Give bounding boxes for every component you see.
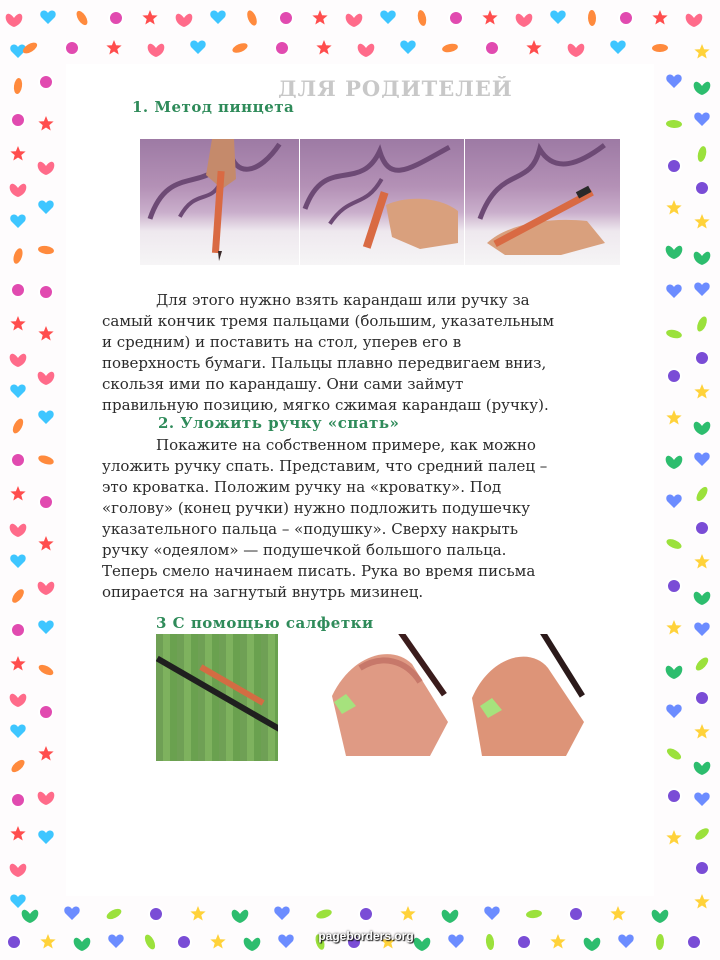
text-line: поверхность бумаги. Пальцы плавно передвигаем вниз,	[102, 354, 547, 372]
text-line: «голову» (конец ручки) нужно подложить подушечку	[102, 499, 531, 517]
text-line: самый кончик тремя пальцами (большим, указательным	[102, 312, 555, 330]
text-line: Для этого нужно взять карандаш или ручку за	[156, 291, 530, 309]
text-line: указательного пальца – «подушку». Сверху накрыть	[102, 520, 518, 538]
flower-icon	[695, 521, 709, 535]
flower-icon	[7, 935, 21, 949]
flower-icon	[109, 11, 123, 25]
flower-icon	[359, 907, 373, 921]
hands-holding-pen-with-napkin	[322, 634, 595, 761]
watermark: pageborders.org	[318, 929, 414, 943]
section-1-text	[102, 290, 654, 414]
flower-icon	[65, 41, 79, 55]
section-2-text	[102, 435, 654, 610]
tweezers-method-photo-strip	[140, 139, 620, 265]
flower-icon	[275, 41, 289, 55]
flower-icon	[11, 453, 25, 467]
flower-icon	[687, 935, 701, 949]
flower-icon	[11, 113, 25, 127]
flower-icon	[667, 789, 681, 803]
text-line: это кроватка. Положим ручку на «кроватку». Под	[102, 478, 502, 496]
flower-icon	[667, 579, 681, 593]
napkin-with-pen-photo	[156, 634, 278, 761]
flower-icon	[39, 705, 53, 719]
flower-icon	[695, 181, 709, 195]
flower-icon	[695, 861, 709, 875]
text-line: скользя ими по карандашу. Они сами займут	[102, 375, 464, 393]
text-line: Покажите на собственном примере, как можно	[156, 436, 536, 454]
flower-icon	[619, 11, 633, 25]
text-line: правильную позицию, мягко сжимая карандаш (ручку).	[102, 396, 549, 414]
hand-with-pencil-vertical	[140, 139, 300, 265]
flower-icon	[39, 75, 53, 89]
flower-icon	[695, 351, 709, 365]
section-2-heading: 2. Уложить ручку «спать»	[158, 414, 400, 432]
flower-icon	[11, 793, 25, 807]
napkin-hand-photos	[322, 634, 595, 761]
text-line: уложить ручку спать. Представим, что средний палец –	[102, 457, 548, 475]
page-running-header: ДЛЯ РОДИТЕЛЕЙ	[278, 76, 513, 98]
flower-icon	[695, 691, 709, 705]
tweezers-photo-3	[465, 139, 620, 265]
document-page	[66, 64, 654, 896]
flower-icon	[279, 11, 293, 25]
text-line: и средним) и поставить на стол, уперев его в	[102, 333, 462, 351]
flower-icon	[39, 285, 53, 299]
flower-icon	[149, 907, 163, 921]
flower-icon	[39, 495, 53, 509]
flower-icon	[569, 907, 583, 921]
flower-icon	[485, 41, 499, 55]
flower-icon	[667, 369, 681, 383]
flower-icon	[177, 935, 191, 949]
flower-icon	[11, 623, 25, 637]
tweezers-photo-2	[300, 139, 464, 265]
flower-icon	[449, 11, 463, 25]
section-1-heading: 1. Метод пинцета	[132, 98, 295, 116]
flower-icon	[517, 935, 531, 949]
pen-on-napkin	[156, 634, 278, 761]
flower-icon	[667, 159, 681, 173]
text-line: Теперь смело начинаем писать. Рука во время письма	[102, 562, 536, 580]
flower-icon	[11, 283, 25, 297]
hand-holding-pencil-correctly	[465, 139, 620, 265]
text-line: опирается на загнутый внутрь мизинец.	[102, 583, 424, 601]
section-3-heading: 3 С помощью салфетки	[156, 614, 374, 632]
tweezers-photo-1	[140, 139, 300, 265]
hand-sliding-down-pencil	[300, 139, 464, 265]
text-line: ручку «одеялом» — подушечкой большого пальца.	[102, 541, 507, 559]
